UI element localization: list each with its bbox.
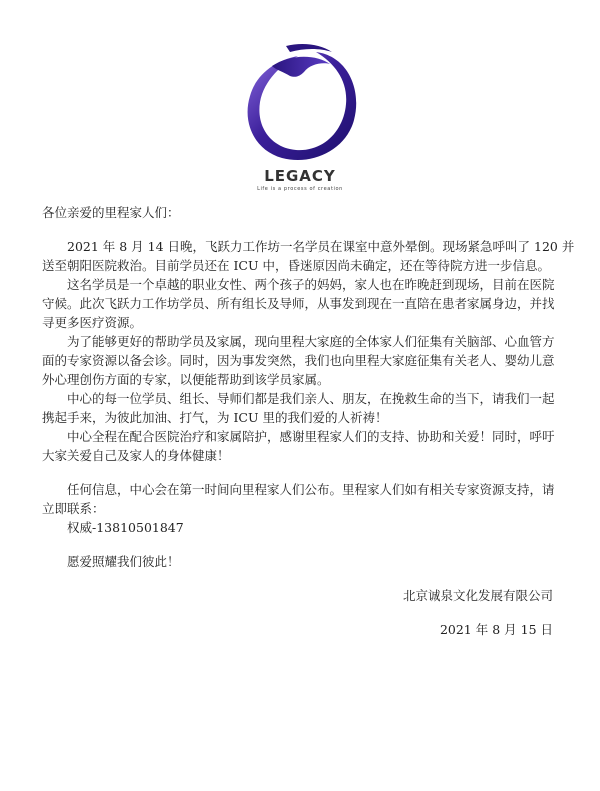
paragraph-line: 送至朝阳医院救治。目前学员还在 ICU 中，昏迷原因尚未确定，还在等待院方进一步信息。 xyxy=(42,258,550,273)
paragraph-thanks xyxy=(42,427,557,465)
paragraph-line: 外心理创伤方面的专家，以便能帮助到该学员家属。 xyxy=(42,372,330,387)
swirl-ring-icon xyxy=(236,42,364,166)
paragraph-line: 寻更多医疗资源。 xyxy=(42,315,143,330)
paragraph-line: 中心全程在配合医院治疗和家属陪护，感谢里程家人们的支持、协助和关爱！同时，呼吁 xyxy=(67,429,555,444)
greeting: 各位亲爱的里程家人们： xyxy=(42,205,180,220)
paragraph-incident xyxy=(42,237,575,275)
paragraph-line: 这名学员是一个卓越的职业女性、两个孩子的妈妈，家人也在昨晚赶到现场，目前在医院 xyxy=(67,277,555,292)
paragraph-line: 携起手来，为彼此加油、打气，为 ICU 里的我们爱的人祈祷！ xyxy=(42,410,388,425)
brand-tagline: Life is a process of creation xyxy=(257,186,343,192)
paragraph-appeal xyxy=(42,332,557,389)
paragraph-solidarity xyxy=(42,389,557,427)
legacy-logo xyxy=(236,42,364,192)
letter-body xyxy=(42,203,575,639)
paragraph-line: 面的专家资源以备会诊。同时，因为事发突然，我们也向里程大家庭征集有关老人、婴幼儿意 xyxy=(42,353,555,368)
paragraph-line: 中心的每一位学员、组长、导师们都是我们亲人、朋友，在挽救生命的当下，请我们一起 xyxy=(67,391,555,406)
brand-name: LEGACY xyxy=(264,167,336,185)
paragraph-line: 大家关爱自己及家人的身体健康！ xyxy=(42,448,230,463)
paragraph-patient xyxy=(42,275,557,332)
signature-date: 2021 年 8 月 15 日 xyxy=(439,622,553,637)
signature-company: 北京诚泉文化发展有限公司 xyxy=(402,588,553,603)
paragraph-line: 立即联系： xyxy=(42,501,105,516)
paragraph-line: 2021 年 8 月 14 日晚，飞跃力工作坊一名学员在课室中意外晕倒。现场紧急呼叫了 120 并 xyxy=(67,239,575,254)
paragraph-line: 为了能够更好的帮助学员及家属，现向里程大家庭的全体家人们征集有关脑部、心血管方 xyxy=(67,334,555,349)
paragraph-contact-info xyxy=(42,480,557,537)
blessing: 愿爱照耀我们彼此！ xyxy=(67,554,180,569)
paragraph-line: 任何信息，中心会在第一时间向里程家人们公布。里程家人们如有相关专家资源支持，请 xyxy=(67,482,555,497)
contact-phone: 权威-13810501847 xyxy=(67,520,184,535)
paragraph-line: 守候。此次飞跃力工作坊学员、所有组长及导师，从事发到现在一直陪在患者家属身边，并找 xyxy=(42,296,555,311)
